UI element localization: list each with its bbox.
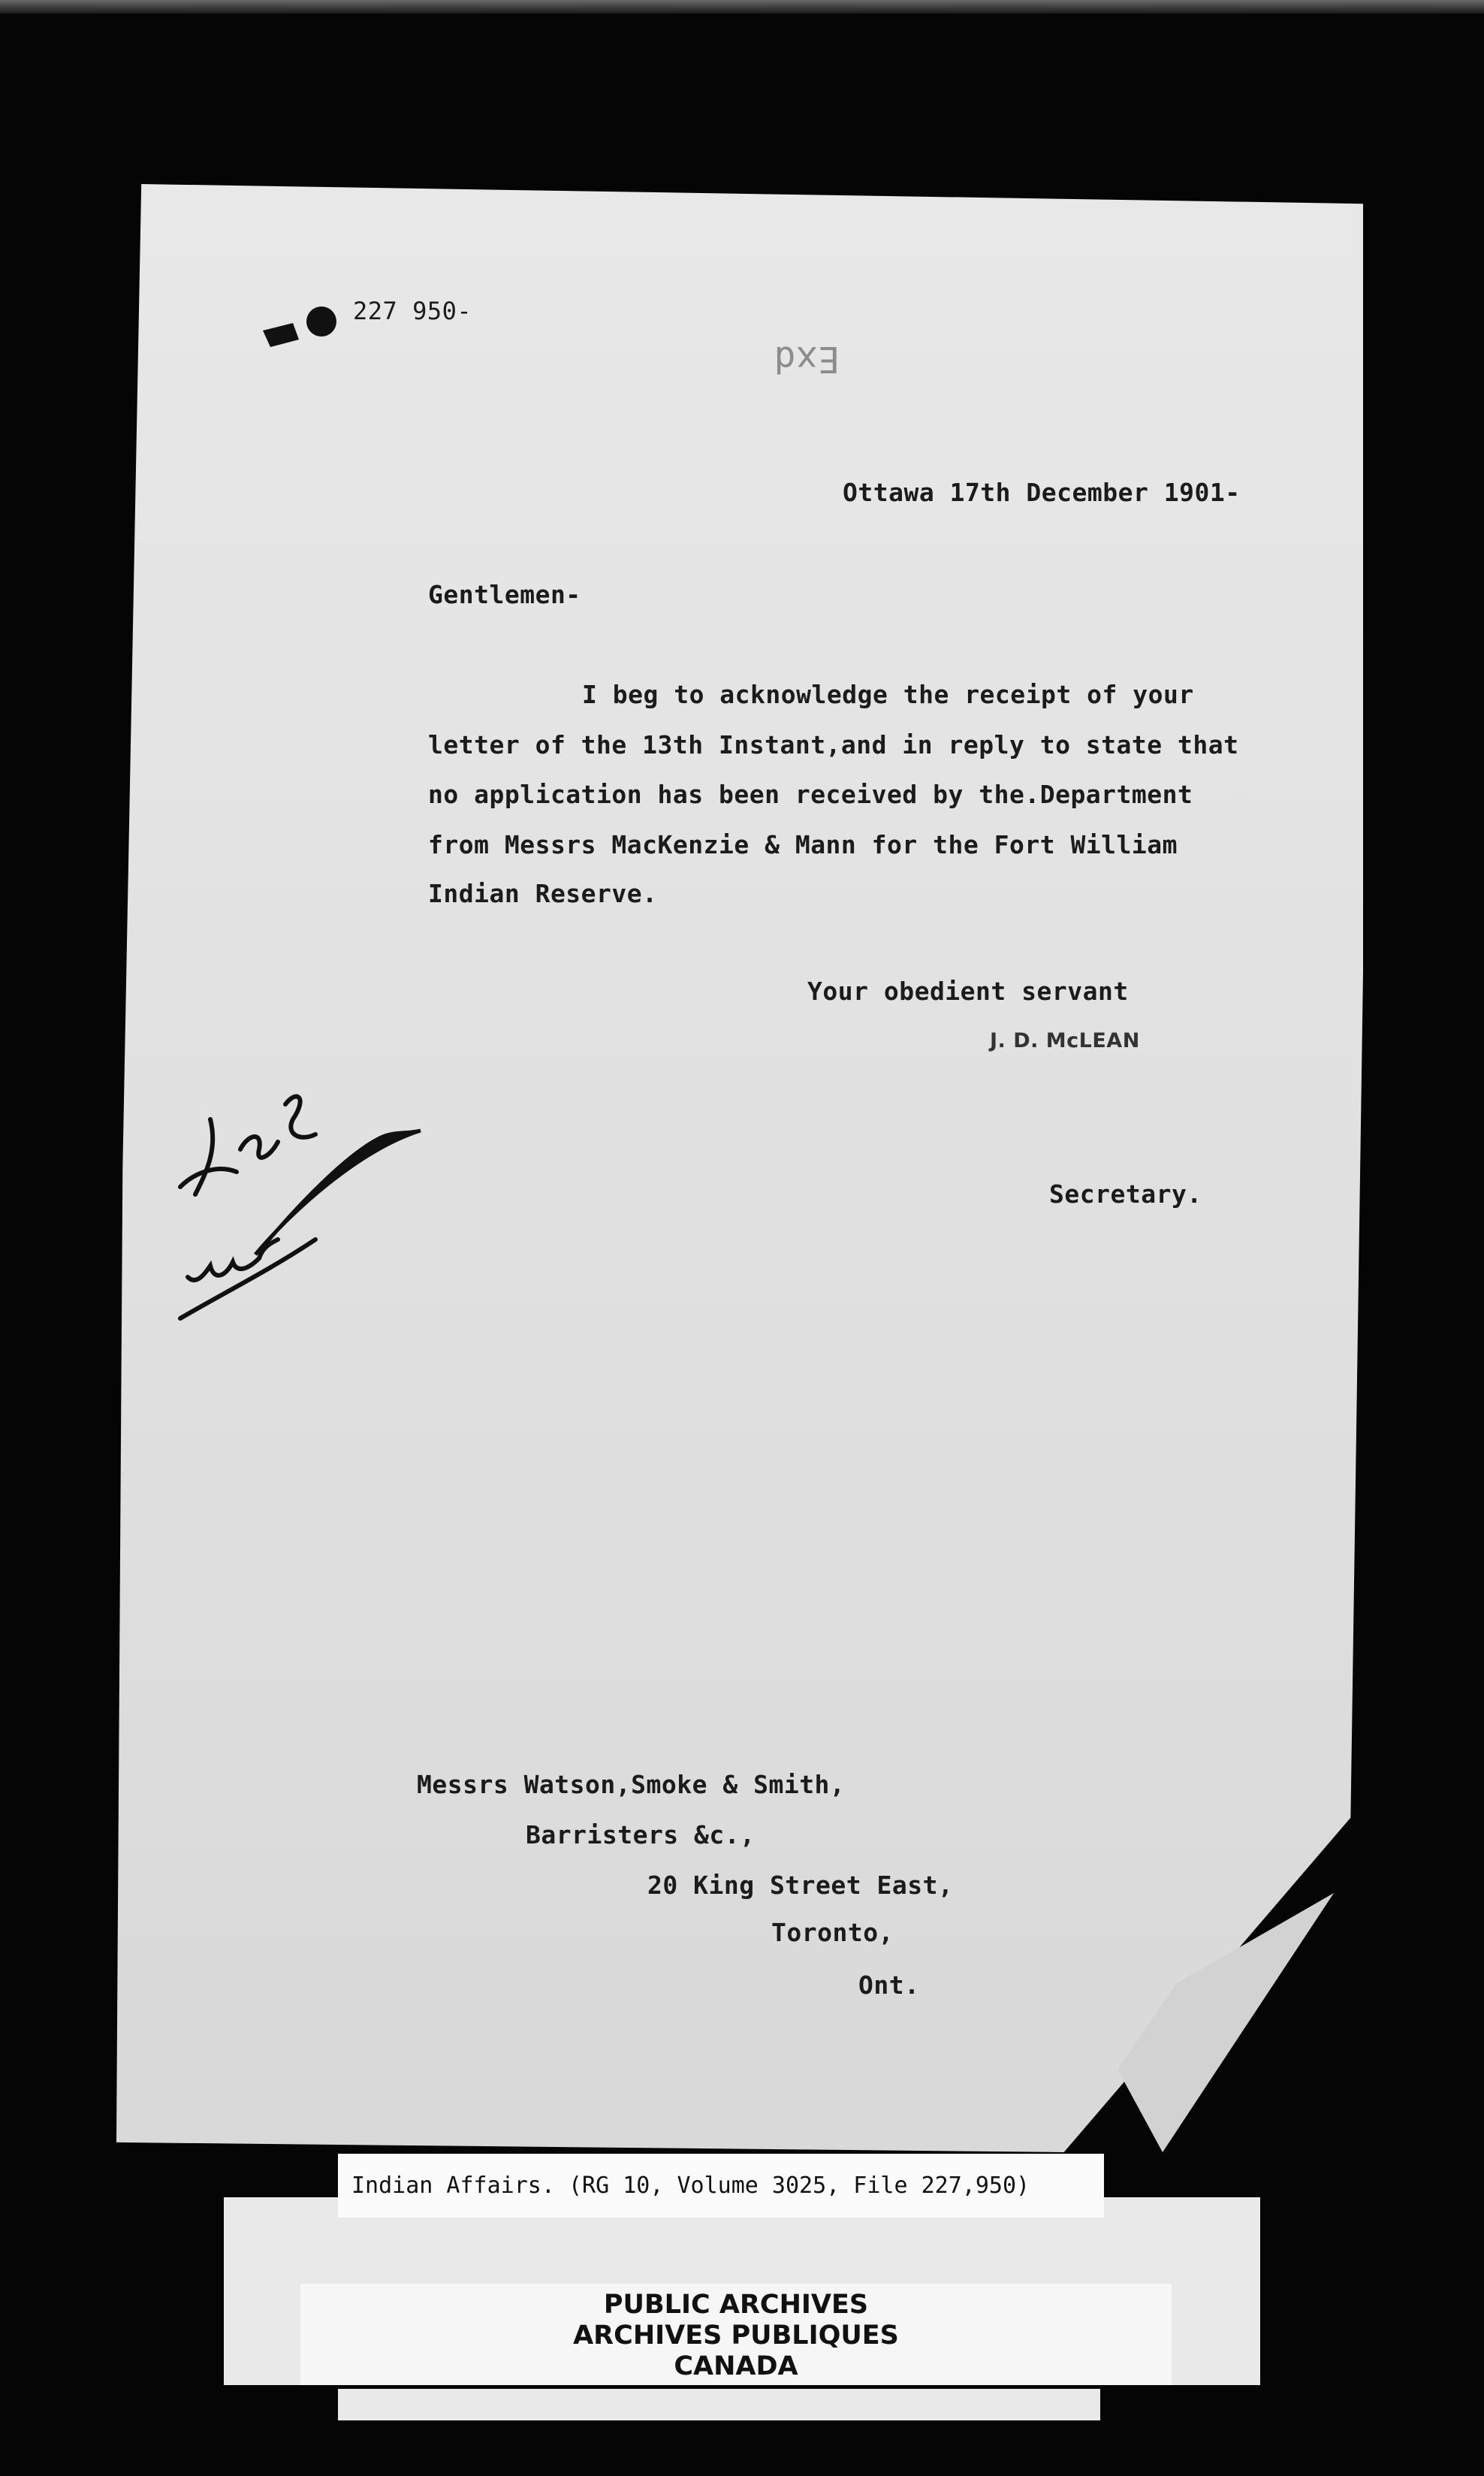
- mount-band: [338, 2389, 1100, 2420]
- body-line: letter of the 13th Instant,and in reply to state that: [428, 730, 1239, 759]
- signatory-title: Secretary.: [1049, 1179, 1202, 1209]
- salutation: Gentlemen-: [428, 580, 581, 609]
- archive-label: [300, 2284, 1172, 2385]
- archive-reference-label: Indian Affairs. (RG 10, Volume 3025, File 227,950): [338, 2154, 1104, 2218]
- received-stamp: Exd: [774, 338, 840, 380]
- file-reference: 227 950-: [353, 297, 472, 325]
- body-line: no application has been received by the.Department: [428, 780, 1193, 809]
- address-line: 20 King Street East,: [647, 1871, 954, 1900]
- address-line: Ont.: [858, 1970, 920, 2000]
- letter-date: Ottawa 17th December 1901-: [843, 478, 1241, 507]
- signature-stamp: J. D. McLEAN: [990, 1029, 1140, 1052]
- body-line: I beg to acknowledge the receipt of your: [582, 680, 1194, 709]
- body-line: from Messrs MacKenzie & Mann for the Fort William: [428, 830, 1178, 859]
- archive-label-line: PUBLIC ARCHIVES: [603, 2290, 869, 2320]
- body-line: Indian Reserve.: [428, 879, 658, 908]
- archive-label-line: CANADA: [674, 2351, 798, 2381]
- ink-blot-mark: [255, 300, 338, 353]
- closing: Your obedient servant: [807, 977, 1129, 1006]
- film-edge: [0, 0, 1484, 14]
- address-line: Toronto,: [771, 1918, 894, 1947]
- address-line: Barristers &c.,: [526, 1820, 756, 1849]
- archive-label-line: ARCHIVES PUBLIQUES: [573, 2320, 899, 2351]
- address-line: Messrs Watson,Smoke & Smith,: [417, 1770, 846, 1799]
- handwritten-initials-icon: [165, 1059, 436, 1360]
